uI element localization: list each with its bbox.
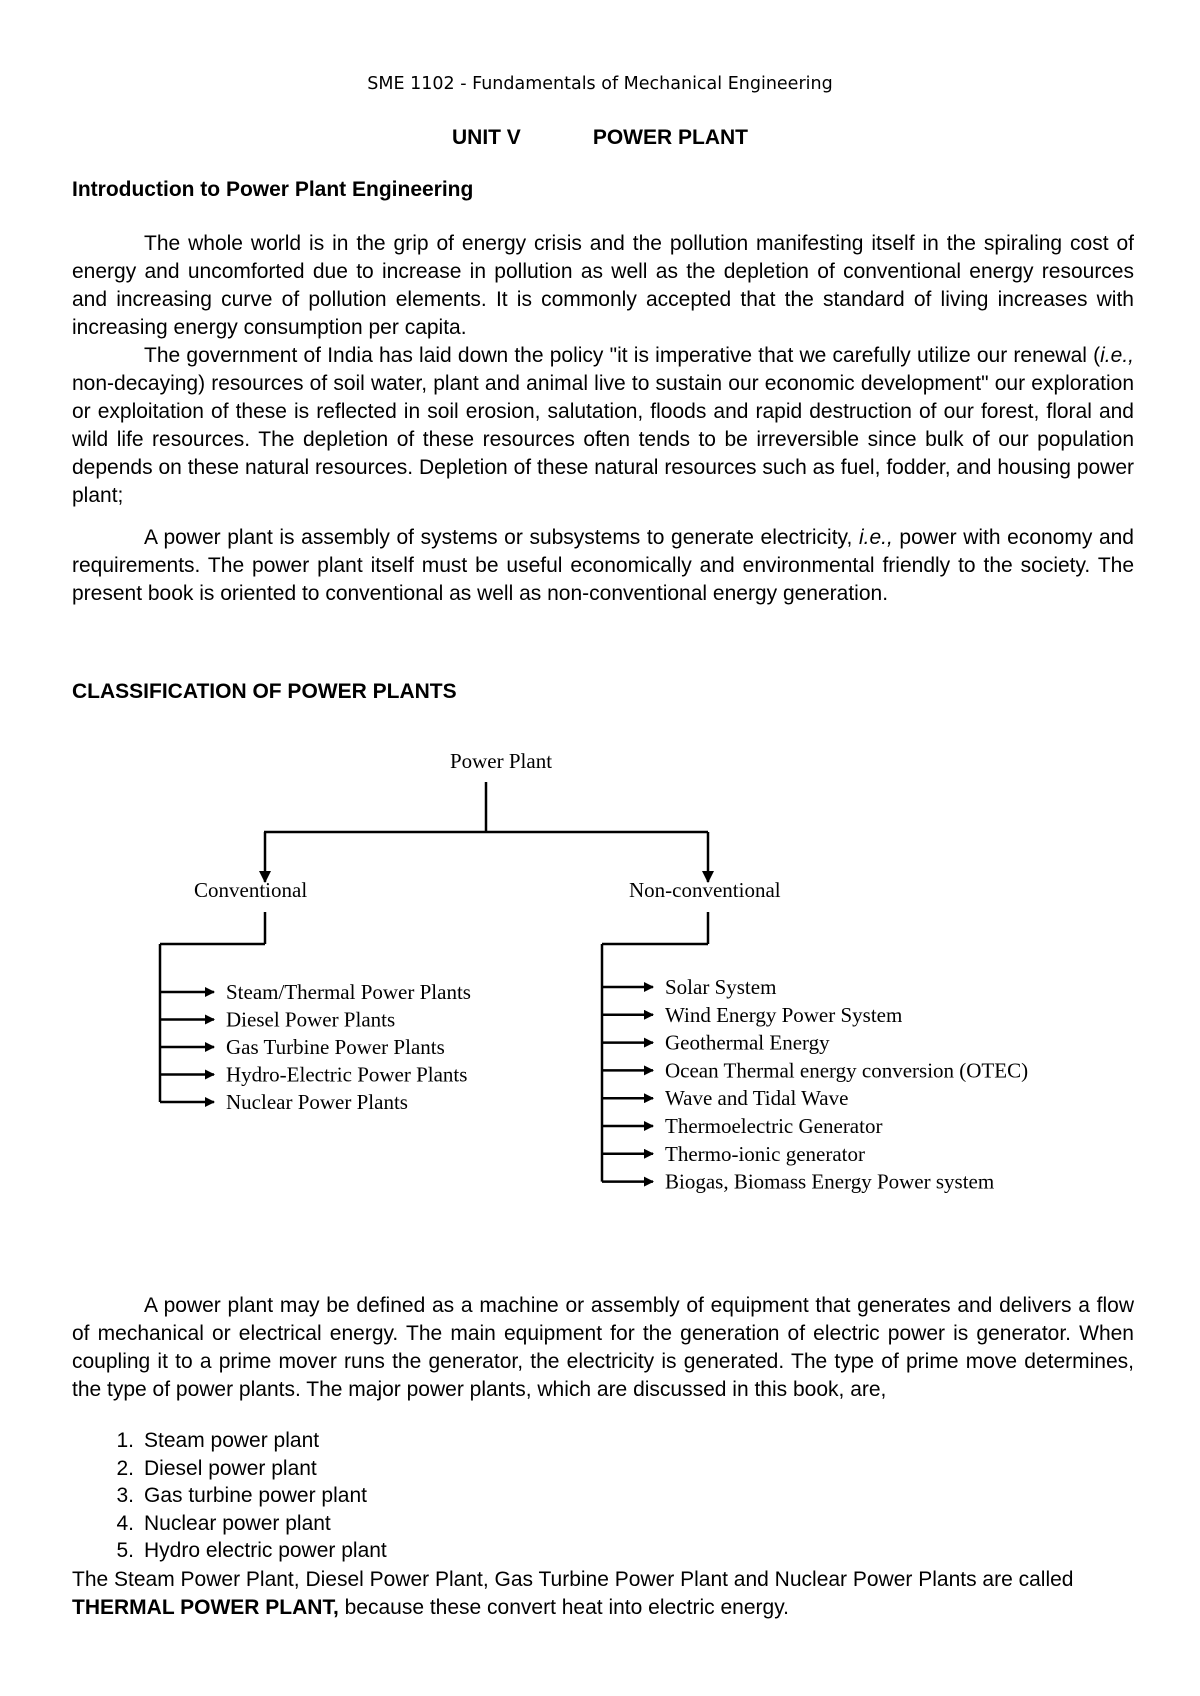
thermal-power-plant-term: THERMAL POWER PLANT, (72, 1596, 339, 1619)
list-item (72, 1455, 387, 1483)
p2-text-a: The government of India has laid down the policy "it is imperative that we carefully utilize our renewal ( (144, 344, 1101, 367)
closing-text-a: The Steam Power Plant, Diesel Power Plant, Gas Turbine Power Plant and Nuclear Power Plants are called (72, 1568, 1074, 1591)
non-conventional-node-label: Non-conventional (629, 878, 781, 902)
conventional-branch (160, 912, 471, 1114)
p3-text-a: A power plant is assembly of systems or subsystems to generate electricity, (144, 526, 859, 549)
non-conventional-item-label: Wave and Tidal Wave (665, 1086, 849, 1111)
list-item (72, 1482, 387, 1510)
non-conventional-item-label: Wind Energy Power System (665, 1002, 903, 1027)
conventional-item-label: Diesel Power Plants (226, 1007, 396, 1032)
unit-name: POWER PLANT (592, 126, 748, 149)
p3-text-b: power with economy and requirements. The power plant itself must be useful economically and environmental friendly to the society. The present book is oriented to conventional as well as non-conventional energy generation. (72, 526, 1134, 605)
major-power-plants-list (72, 1427, 387, 1565)
list-item-number: 3. (116, 1484, 134, 1507)
p2-ie: i.e., (1100, 344, 1134, 367)
intro-paragraph-3 (72, 524, 1134, 608)
list-item-number: 5. (116, 1539, 134, 1562)
root-node-label: Power Plant (449, 749, 553, 773)
list-item-text: Gas turbine power plant (144, 1484, 367, 1507)
non-conventional-branch (602, 912, 1028, 1194)
list-item (72, 1510, 387, 1538)
list-item (72, 1427, 387, 1455)
p2-text-b: non-decaying) resources of soil water, plant and animal live to sustain our economic development" our exploration or exploitation of these is reflected in soil erosion, salutation, floods and rapid destruction of our forest, floral and wild life resources. The depletion of these resources often tends to be irreversible since bulk of our population depends on these natural resources. Depletion of these natural resources such as fuel, fodder, and housing power plant; (72, 372, 1134, 507)
non-conventional-item-label: Biogas, Biomass Energy Power system (665, 1169, 995, 1194)
list-item-text: Diesel power plant (144, 1456, 317, 1480)
non-conventional-item-label: Solar System (665, 975, 777, 999)
intro-paragraph-1: The whole world is in the grip of energy crisis and the pollution manifesting itself in the spiraling cost of energy and uncomforted due to increase in pollution as well as the depletion of conventional energy resources and increasing curve of pollution elements. It is commonly accepted that the standard of living increases with increasing energy consumption per capita. (72, 232, 1134, 339)
unit-number: UNIT V (451, 126, 521, 149)
list-item (72, 1537, 387, 1565)
conventional-item-label: Steam/Thermal Power Plants (226, 980, 471, 1004)
conventional-item-label: Hydro-Electric Power Plants (226, 1062, 468, 1087)
non-conventional-item-label: Ocean Thermal energy conversion (OTEC) (665, 1058, 1029, 1083)
list-item-number: 1. (116, 1429, 134, 1452)
classification-heading: CLASSIFICATION OF POWER PLANTS (72, 680, 457, 703)
course-header: SME 1102 - Fundamentals of Mechanical Engineering (367, 74, 833, 94)
list-item-text: Hydro electric power plant (144, 1539, 387, 1562)
p3-ie: i.e., (858, 526, 893, 549)
list-item-number: 2. (116, 1456, 134, 1480)
list-item-text: Steam power plant (144, 1429, 320, 1452)
non-conventional-item-label: Thermoelectric Generator (665, 1114, 883, 1138)
non-conventional-item-label: Geothermal Energy (665, 1030, 830, 1055)
list-item-text: Nuclear power plant (144, 1511, 331, 1535)
definition-paragraph: A power plant may be defined as a machine or assembly of equipment that generates and delivers a flow of mechanical or electrical energy. The main equipment for the generation of electric power is generator. When coupling it to a prime mover runs the generator, the electricity is generated. The type of prime move determines, the type of power plants. The major power plants, which are discussed in this book, are, (72, 1294, 1134, 1401)
closing-paragraph (72, 1566, 1152, 1622)
conventional-node-label: Conventional (194, 878, 308, 902)
intro-paragraph-2 (72, 342, 1134, 510)
list-item-number: 4. (116, 1511, 134, 1535)
unit-title (0, 126, 1200, 150)
conventional-item-label: Nuclear Power Plants (226, 1090, 408, 1114)
classification-tree-diagram (0, 740, 1200, 1200)
closing-text-b: because these convert heat into electric energy. (338, 1596, 789, 1619)
non-conventional-item-label: Thermo-ionic generator (665, 1141, 865, 1166)
conventional-item-label: Gas Turbine Power Plants (226, 1035, 445, 1059)
intro-heading: Introduction to Power Plant Engineering (72, 178, 474, 201)
